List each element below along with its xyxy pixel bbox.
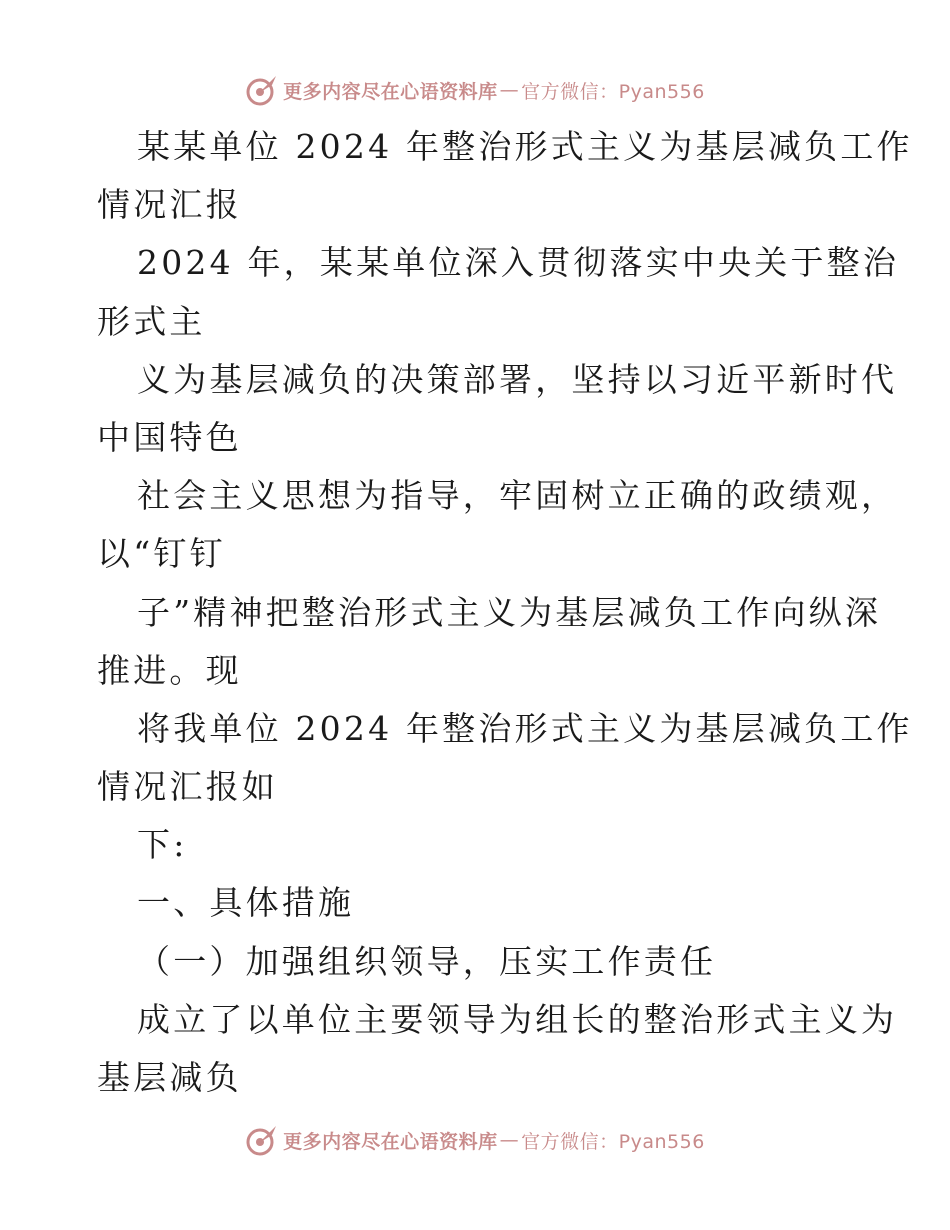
body-line: 将我单位 2024 年整治形式主义为基层减负工作: [137, 708, 913, 748]
body-line: 情况汇报如: [97, 767, 278, 807]
watermark-text: 更多内容尽在心语资料库: [283, 80, 498, 103]
body-line: 下:: [137, 825, 188, 865]
body-line: 2024 年，某某单位深入贯彻落实中央关于整治: [137, 243, 900, 283]
body-line: 中国特色: [97, 417, 242, 457]
title-line-2: 情况汇报: [97, 185, 242, 225]
body-line: 义为基层减负的决策部署，坚持以习近平新时代: [137, 359, 898, 399]
document-body: [97, 118, 913, 1107]
watermark-contact: 官方微信：Pyan556: [521, 80, 705, 103]
section-heading: 一、具体措施: [137, 883, 355, 923]
body-line: 社会主义思想为指导，牢固树立正确的政绩观，: [137, 476, 898, 516]
watermark-header: [0, 70, 950, 110]
quill-logo-icon: [245, 73, 279, 107]
body-line: 基层减负: [97, 1058, 242, 1097]
watermark-text: 更多内容尽在心语资料库: [283, 1130, 498, 1153]
body-line: 成立了以单位主要领导为组长的整治形式主义为: [137, 999, 898, 1039]
body-line: 形式主: [97, 301, 206, 341]
watermark-footer: [0, 1120, 950, 1160]
watermark-contact: 官方微信：Pyan556: [521, 1130, 705, 1153]
body-line: 推进。现: [97, 650, 242, 690]
watermark-separator: —: [499, 79, 520, 101]
watermark-separator: —: [499, 1129, 520, 1151]
body-line: 以“钉钉: [97, 534, 226, 574]
title-line-1: 某某单位 2024 年整治形式主义为基层减负工作: [137, 127, 913, 166]
body-line: 子”精神把整治形式主义为基层减负工作向纵深: [137, 592, 882, 632]
subsection-heading: （一）加强组织领导，压实工作责任: [137, 941, 717, 981]
quill-logo-icon: [245, 1123, 279, 1157]
